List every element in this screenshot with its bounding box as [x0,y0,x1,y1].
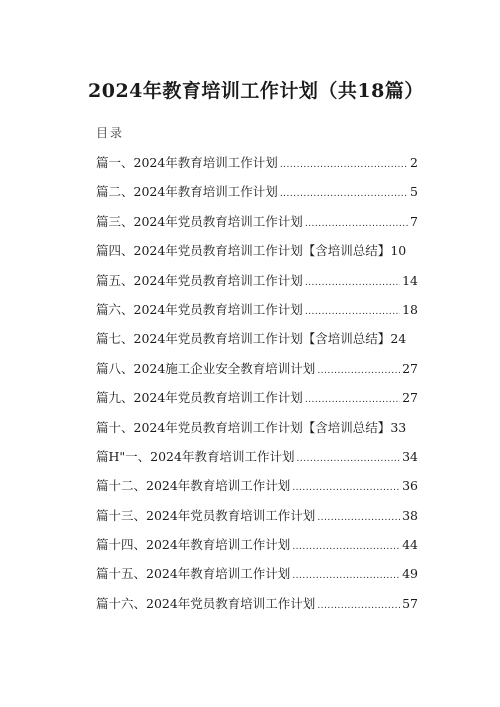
toc-entry-page-number: 7 [410,213,418,229]
toc-heading: 目录 [96,126,125,140]
toc-entry[interactable] [96,359,418,388]
toc-entry-title: 篇二、2024年教育培训工作计划 [96,184,278,200]
toc-entry-title: 篇十、2024年党员教育培训工作计划【含培训总结】 [96,419,391,435]
toc-entry[interactable] [96,212,418,241]
toc-leader-dots [292,571,400,581]
toc-entry[interactable] [96,418,418,447]
toc-leader-dots [305,307,400,317]
toc-entry-page-number: 5 [410,184,418,200]
toc-entry-page-number: 2 [410,155,418,170]
toc-entry-title: 篇十三、2024年党员教育培训工作计划 [96,507,316,523]
toc-leader-dots [296,454,400,464]
toc-entry-page-number: 38 [402,507,418,523]
toc-entry-page-number: 27 [402,360,418,376]
toc-entry[interactable] [96,564,418,593]
toc-entry[interactable] [96,241,418,270]
toc-entry-title: 篇五、2024年党员教育培训工作计划 [96,272,303,288]
toc-entry-page-number: 33 [390,419,407,435]
toc-leader-dots [305,278,400,288]
toc-entry-page-number: 24 [390,331,407,347]
toc-entry-title: 篇一、2024年教育培训工作计划 [96,155,278,170]
toc-entry-page-number: 49 [402,566,418,582]
toc-entry-title: 篇H"一、2024年教育培训工作计划 [96,448,295,464]
toc-entry[interactable] [96,388,418,417]
toc-entry[interactable] [96,594,418,623]
toc-entry[interactable] [96,153,418,182]
toc-leader-dots [317,366,400,376]
toc-leader-dots [317,513,400,523]
toc-leader-dots [305,395,400,405]
toc-entry-title: 篇十六、2024年党员教育培训工作计划 [96,595,316,611]
toc-leader-dots [305,219,408,229]
toc-leader-dots [292,542,400,552]
toc-entry[interactable] [96,182,418,211]
toc-entry-page-number: 10 [390,243,407,259]
document-title: 2024年教育培训工作计划（共18篇） [88,80,424,102]
toc-entry-page-number: 36 [402,478,418,494]
toc-leader-dots [317,601,400,611]
toc-entry-title: 篇十五、2024年教育培训工作计划 [96,566,291,582]
toc-entry-page-number: 44 [402,537,418,553]
toc-entry-page-number: 27 [402,390,418,406]
toc-entry-title: 篇八、2024施工企业安全教育培训计划 [96,360,316,376]
toc-entry-title: 篇三、2024年党员教育培训工作计划 [96,213,303,229]
toc-entry-title: 篇九、2024年党员教育培训工作计划 [96,390,303,406]
toc-entry[interactable] [96,447,418,476]
toc-leader-dots [292,483,400,493]
toc-leader-dots [280,189,408,199]
toc-entry-page-number: 34 [402,448,418,464]
toc-entry-title: 篇六、2024年党员教育培训工作计划 [96,301,303,317]
toc-entry[interactable] [96,271,418,300]
toc-entry[interactable] [96,535,418,564]
toc-leader-dots [280,160,408,170]
toc-entry-title: 篇十二、2024年教育培训工作计划 [96,478,291,494]
toc-entry[interactable] [96,506,418,535]
toc-entry-title: 篇十四、2024年教育培训工作计划 [96,537,291,553]
toc-entry[interactable] [96,476,418,505]
toc-entry-page-number: 18 [402,301,418,317]
toc-entry[interactable] [96,329,418,358]
toc-entry-page-number: 14 [402,272,418,288]
toc-entry-title: 篇七、2024年党员教育培训工作计划【含培训总结】 [96,331,391,347]
toc-entry-page-number: 57 [402,595,418,611]
table-of-contents [96,153,418,623]
toc-entry[interactable] [96,300,418,329]
toc-entry-title: 篇四、2024年党员教育培训工作计划【含培训总结】 [96,243,391,259]
